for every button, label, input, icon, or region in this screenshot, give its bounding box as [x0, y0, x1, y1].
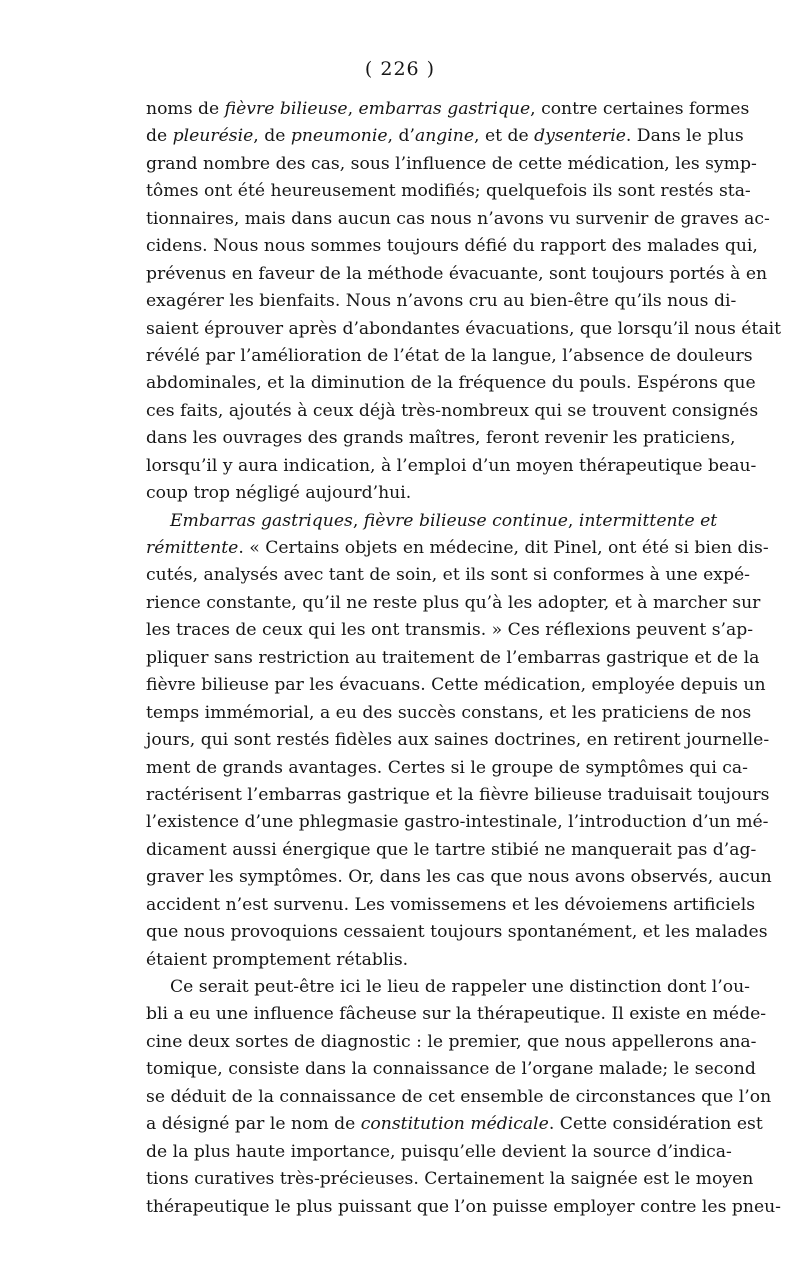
text-run: . Cette considération est	[548, 1114, 763, 1135]
text-line	[146, 782, 770, 809]
text-line	[146, 398, 759, 425]
italic-text: fièvre bilieuse continue	[363, 510, 568, 531]
text-run: rience constante, qu’il ne reste plus qu’à les adopter, et à marcher sur	[146, 592, 761, 613]
text-line	[146, 1029, 757, 1056]
text-run: , d’	[387, 126, 415, 147]
text-line	[146, 370, 756, 397]
text-line	[146, 974, 750, 1001]
text-run: révélé par l’amélioration de l’état de la langue, l’absence de douleurs	[146, 345, 753, 366]
text-run: fièvre bilieuse par les évacuans. Cette médication, employée depuis un	[146, 675, 766, 696]
text-run: ractérisent l’embarras gastrique et la fièvre bilieuse traduisait toujours	[146, 784, 770, 805]
text-line	[146, 261, 768, 288]
text-line	[146, 206, 770, 233]
text-line	[146, 151, 757, 178]
text-run: accident n’est survenu. Les vomissemens et les dévoiemens artificiels	[146, 894, 756, 915]
text-line	[146, 919, 768, 946]
text-run: , de	[253, 126, 291, 147]
text-line	[146, 837, 757, 864]
text-line	[146, 947, 680, 974]
text-run: abdominales, et la diminution de la fréquence du pouls. Espérons que	[146, 373, 756, 394]
body-text	[146, 96, 781, 1221]
italic-text: pneumonie	[290, 126, 388, 147]
italic-text: rémittente	[146, 538, 239, 558]
text-run: tômes ont été heureusement modifiés; quelquefois ils sont restés sta-	[146, 181, 751, 202]
text-line	[146, 1084, 772, 1111]
text-run: que nous provoquions cessaient toujours spontanément, et les malades	[146, 922, 768, 943]
italic-text: dysenterie	[534, 126, 626, 147]
text-line	[146, 178, 751, 205]
italic-text: constitution médicale	[360, 1114, 549, 1135]
page-number: ( 226 )	[364, 58, 436, 80]
text-run: jours, qui sont restés fidèles aux saines doctrines, en retirent journelle-	[146, 730, 770, 751]
text-line	[146, 1001, 767, 1028]
text-run: a désigné par le nom de	[146, 1114, 361, 1135]
text-run: noms de	[146, 99, 225, 119]
text-line	[146, 316, 781, 343]
text-line	[146, 864, 772, 891]
text-line	[146, 617, 754, 644]
text-run: . Dans le plus	[625, 126, 744, 147]
text-line	[146, 535, 769, 562]
text-line	[146, 809, 769, 836]
text-run: Ce serait peut-être ici le lieu de rappeler une distinction dont l’ou-	[170, 977, 750, 997]
text-line	[146, 892, 756, 919]
italic-text: fièvre bilieuse	[224, 99, 348, 119]
text-run: tions curatives très-précieuses. Certainement la saignée est le moyen	[146, 1169, 754, 1190]
text-run: , contre certaines formes	[530, 99, 750, 119]
text-run: grand nombre des cas, sous l’influence de cette médication, les symp-	[146, 153, 757, 174]
text-line	[146, 343, 753, 370]
text-run: cidens. Nous nous sommes toujours défié du rapport des malades qui,	[146, 236, 758, 257]
text-run: cine deux sortes de diagnostic : le premier, que nous appellerons ana-	[146, 1031, 757, 1052]
text-line	[146, 425, 736, 452]
text-line	[146, 1194, 781, 1221]
text-run: étaient promptement rétablis.	[146, 949, 409, 970]
text-run: thérapeutique le plus puissant que l’on puisse employer contre les pneu-	[146, 1196, 781, 1217]
text-line	[146, 1111, 763, 1138]
text-run: lorsqu’il y aura indication, à l’emploi d’un moyen thérapeutique beau-	[146, 455, 757, 476]
text-line	[146, 508, 718, 535]
italic-text: embarras gastrique	[358, 99, 531, 119]
italic-text: pleurésie	[172, 126, 254, 147]
text-line	[146, 453, 757, 480]
text-run: bli a eu une influence fâcheuse sur la thérapeutique. Il existe en méde-	[146, 1004, 767, 1025]
text-line	[146, 700, 752, 727]
text-line	[146, 1166, 754, 1193]
text-line	[146, 288, 737, 315]
text-run: exagérer les bienfaits. Nous n’avons cru au bien-être qu’ils nous di-	[146, 291, 737, 312]
text-run: dans les ouvrages des grands maîtres, feront revenir les praticiens,	[146, 428, 736, 449]
text-line	[146, 590, 761, 617]
text-line	[146, 1139, 732, 1166]
text-line	[146, 123, 744, 150]
italic-text: intermittente et	[578, 510, 718, 531]
text-run: graver les symptômes. Or, dans les cas que nous avons observés, aucun	[146, 867, 772, 888]
text-run: ment de grands avantages. Certes si le groupe de symptômes qui ca-	[146, 757, 748, 778]
text-line	[146, 480, 680, 507]
text-run: cutés, analysés avec tant de soin, et ils sont si conformes à une expé-	[146, 565, 750, 586]
text-line	[146, 562, 750, 589]
text-run: ,	[347, 99, 359, 119]
text-line	[146, 755, 748, 782]
italic-text: Embarras gastriques	[170, 510, 353, 531]
text-run: prévenus en faveur de la méthode évacuante, sont toujours portés à en	[146, 263, 768, 284]
text-run: ces faits, ajoutés à ceux déjà très-nombreux qui se trouvent consignés	[146, 400, 759, 421]
text-run: coup trop négligé aujourd’hui.	[146, 483, 412, 504]
text-line	[146, 233, 758, 260]
text-line	[146, 727, 770, 754]
text-run: saient éprouver après d’abondantes évacuations, que lorsqu’il nous était	[146, 318, 781, 339]
text-run: tomique, consiste dans la connaissance de l’organe malade; le second	[146, 1059, 756, 1080]
text-run: de la plus haute importance, puisqu’elle devient la source d’indica-	[146, 1141, 732, 1162]
text-run: de	[146, 126, 173, 147]
text-run: temps immémorial, a eu des succès constans, et les praticiens de nos	[146, 702, 752, 723]
italic-text: angine	[414, 126, 475, 147]
text-line	[146, 96, 750, 123]
text-run: , et de	[474, 126, 535, 147]
text-run: ,	[352, 510, 364, 531]
text-run: ,	[567, 510, 579, 531]
text-run: pliquer sans restriction au traitement de l’embarras gastrique et de la	[146, 647, 760, 668]
text-run: . « Certains objets en médecine, dit Pinel, ont été si bien dis-	[238, 538, 769, 558]
text-run: les traces de ceux qui les ont transmis. » Ces réflexions peuvent s’ap-	[146, 620, 754, 641]
text-run: dicament aussi énergique que le tartre stibié ne manquerait pas d’ag-	[146, 839, 757, 860]
text-run: l’existence d’une phlegmasie gastro-intestinale, l’introduction d’un mé-	[146, 812, 769, 833]
text-run: se déduit de la connaissance de cet ensemble de circonstances que l’on	[146, 1086, 772, 1107]
text-line	[146, 1056, 756, 1083]
text-run: tionnaires, mais dans aucun cas nous n’avons vu survenir de graves ac-	[146, 208, 770, 229]
text-line	[146, 672, 766, 699]
text-line	[146, 645, 760, 672]
